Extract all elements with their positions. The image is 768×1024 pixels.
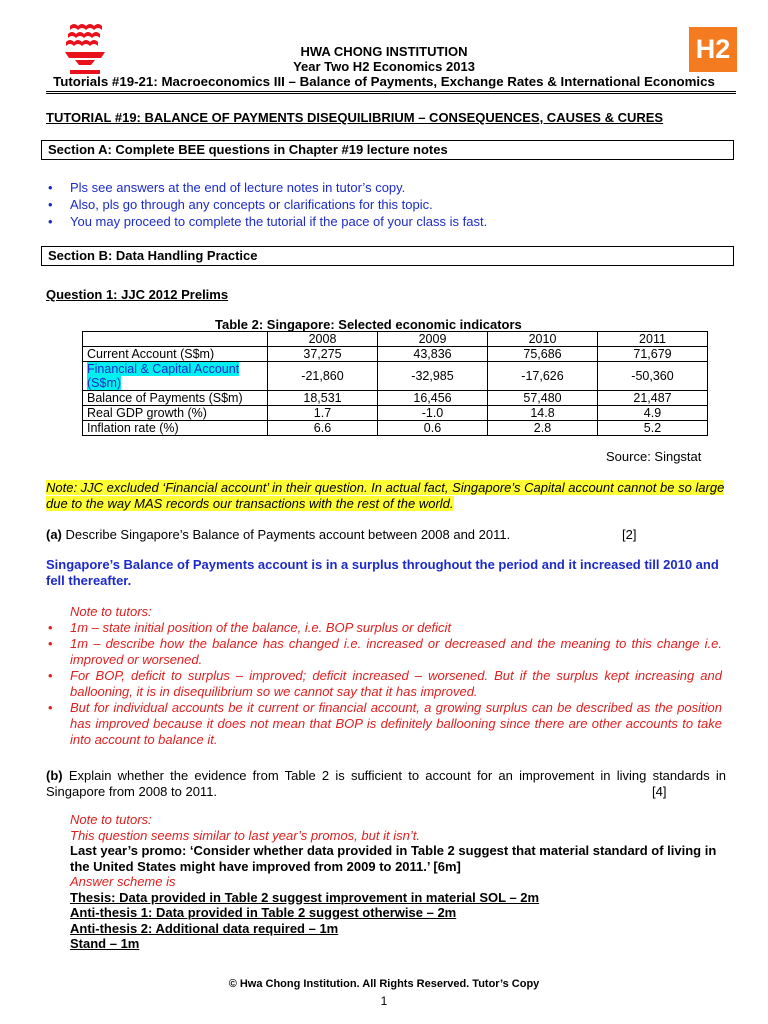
h2-badge: H2 <box>689 27 737 72</box>
tutor-notes-list <box>46 620 722 748</box>
table-cell: 6.6 <box>268 421 378 436</box>
row-label: Current Account (S$m) <box>83 347 268 362</box>
course-title: Year Two H2 Economics 2013 <box>293 59 475 74</box>
economic-indicators-table <box>82 331 708 436</box>
table-source: Source: Singstat <box>606 449 702 464</box>
row-label: Balance of Payments (S$m) <box>83 391 268 406</box>
tutorials-title: Tutorials #19-21: Macroeconomics III – Balance of Payments, Exchange Rates & International Economics <box>53 74 715 89</box>
table-cell: 37,275 <box>268 347 378 362</box>
list-item: • Pls see answers at the end of lecture notes in tutor’s copy. <box>46 179 487 196</box>
table-row <box>83 406 708 421</box>
copyright-footer: © Hwa Chong Institution. All Rights Reserved. Tutor’s Copy <box>228 978 540 990</box>
question-a <box>46 527 736 542</box>
question-a-marks: [2] <box>622 527 637 542</box>
table-caption: Table 2: Singapore: Selected economic indicators <box>215 317 522 332</box>
table-cell: 43,836 <box>378 347 488 362</box>
table-cell: 2.8 <box>488 421 598 436</box>
page-number: 1 <box>380 994 388 1008</box>
table-cell: 75,686 <box>488 347 598 362</box>
scheme-item: Anti-thesis 1: Data provided in Table 2 suggest otherwise – 2m <box>70 905 457 920</box>
section-a-header: Section A: Complete BEE questions in Chapter #19 lecture notes <box>41 140 734 160</box>
year-header: 2008 <box>268 332 378 347</box>
section-b-header: Section B: Data Handling Practice <box>41 246 734 266</box>
table-cell: -17,626 <box>488 362 598 391</box>
year-header: 2011 <box>598 332 708 347</box>
table-header-row <box>83 332 708 347</box>
header-divider-secondary <box>46 93 736 94</box>
table-cell: 1.7 <box>268 406 378 421</box>
list-item: • Also, pls go through any concepts or clarifications for this topic. <box>46 196 487 213</box>
tutor-note-heading: Note to tutors: <box>70 812 152 827</box>
table-cell: 21,487 <box>598 391 708 406</box>
table-corner-cell <box>83 332 268 347</box>
scheme-item: Thesis: Data provided in Table 2 suggest improvement in material SOL – 2m <box>70 889 540 905</box>
table-cell: -50,360 <box>598 362 708 391</box>
table-cell: -32,985 <box>378 362 488 391</box>
row-label <box>83 362 268 391</box>
list-item: • For BOP, deficit to surplus – improved; deficit increased – worsened. But if the surplus kept increasing and ballooning, it is in disequilibrium so we cannot say that it has improved. <box>46 668 722 700</box>
table-row <box>83 391 708 406</box>
list-item: • But for individual accounts be it current or financial account, a growing surplus can be described as the position has improved because it does not mean that BOP is definitely ballooning since there are other accounts to take into account to balance it. <box>46 700 722 748</box>
table-cell: 18,531 <box>268 391 378 406</box>
table-cell: -1.0 <box>378 406 488 421</box>
institution-name: HWA CHONG INSTITUTION <box>300 44 468 59</box>
list-item: • 1m – describe how the balance has changed i.e. increased or decreased and the meaning to this change i.e. improved or worsened. <box>46 636 722 668</box>
question-a-text: Describe Singapore’s Balance of Payments account between 2008 and 2011. <box>65 527 511 542</box>
tutor-note-line: This question seems similar to last year’s promos, but it isn’t. <box>70 827 420 843</box>
list-item: • 1m – state initial position of the balance, i.e. BOP surplus or deficit <box>46 620 722 636</box>
table-cell: 5.2 <box>598 421 708 436</box>
note-text: Note: JJC excluded ‘Financial account’ in their question. In actual fact, Singapore’s Capital account cannot be so large due to the way MAS records our transactions with the rest of the world. <box>46 480 725 511</box>
table-row <box>83 347 708 362</box>
row-label: Real GDP growth (%) <box>83 406 268 421</box>
tutor-note-heading: Note to tutors: <box>70 604 152 619</box>
answer-scheme-heading: Answer scheme is <box>70 874 176 889</box>
table-cell: 71,679 <box>598 347 708 362</box>
question-a-answer: Singapore’s Balance of Payments account is in a surplus throughout the period and it increased till 2010 and fell thereafter. <box>46 557 719 588</box>
highlighted-note <box>46 480 736 512</box>
list-item: • You may proceed to complete the tutorial if the pace of your class is fast. <box>46 213 487 230</box>
table-cell: 57,480 <box>488 391 598 406</box>
header-divider <box>46 91 736 92</box>
question-b-text: Explain whether the evidence from Table 2 is sufficient to account for an improvement in living standards in Singapore from 2008 to 2011. <box>46 768 726 799</box>
highlighted-label: Financial & Capital Account (S$m) <box>87 362 240 390</box>
table-cell: 16,456 <box>378 391 488 406</box>
tutorial-title: TUTORIAL #19: BALANCE OF PAYMENTS DISEQUILIBRIUM – CONSEQUENCES, CAUSES & CURES <box>46 110 664 125</box>
table-cell: 4.9 <box>598 406 708 421</box>
scheme-item: Stand – 1m <box>70 936 140 951</box>
row-label: Inflation rate (%) <box>83 421 268 436</box>
year-header: 2010 <box>488 332 598 347</box>
table-row <box>83 421 708 436</box>
question-a-label: (a) <box>46 527 62 542</box>
question-b-marks: [4] <box>652 784 667 799</box>
table-cell: -21,860 <box>268 362 378 391</box>
question-b-label: (b) <box>46 768 63 783</box>
year-header: 2009 <box>378 332 488 347</box>
table-cell: 0.6 <box>378 421 488 436</box>
question-1-title: Question 1: JJC 2012 Prelims <box>46 287 229 302</box>
last-year-promo: Last year’s promo: ‘Consider whether data provided in Table 2 suggest that material standard of living in the United States might have improved from 2009 to 2011.’ [6m] <box>70 843 717 874</box>
scheme-item: Anti-thesis 2: Additional data required – 1m <box>70 920 339 936</box>
table-cell: 14.8 <box>488 406 598 421</box>
question-b-tutor-notes <box>70 812 726 952</box>
section-a-bullet-list <box>46 179 487 230</box>
question-b <box>46 768 726 800</box>
table-row <box>83 362 708 391</box>
